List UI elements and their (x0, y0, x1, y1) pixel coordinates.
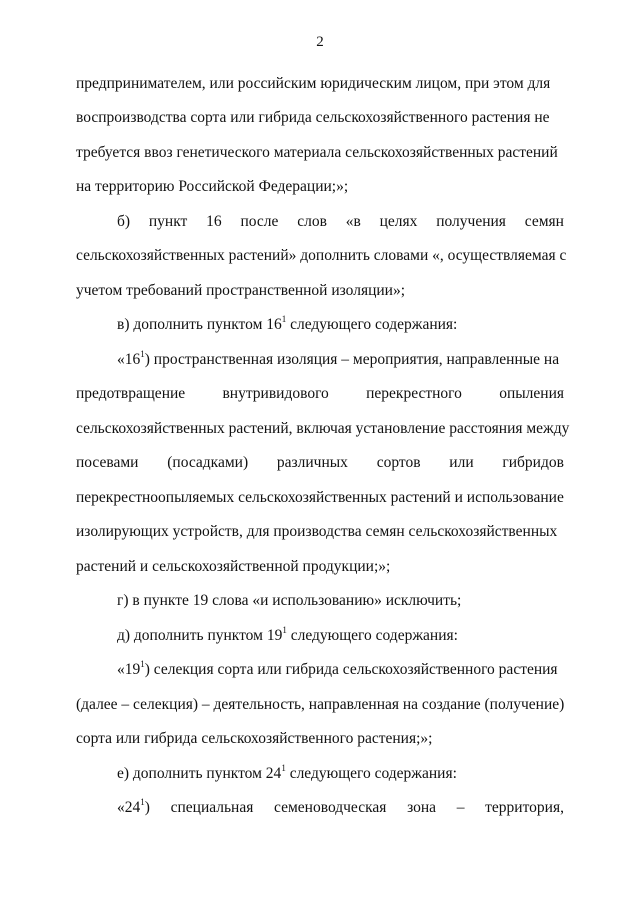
text-line-6-text: сельскохозяйственных растений» дополнить словами «, осуществляемая с (76, 247, 567, 264)
superscript: 1 (140, 658, 145, 669)
text-line-17-pre: д) дополнить пунктом 19 (117, 627, 283, 644)
text-line-18 (117, 659, 564, 681)
word: пункт (148, 213, 188, 230)
word: внутривидового (222, 385, 329, 402)
word: семян (524, 213, 564, 230)
text-line-21-pre: е) дополнить пунктом 24 (117, 765, 282, 782)
word: (посадками) (167, 454, 249, 471)
word: территория, (485, 799, 564, 816)
word: получения (436, 213, 506, 230)
text-line-13 (76, 487, 564, 509)
word: специальная (170, 799, 254, 816)
text-line-14 (76, 521, 564, 543)
word: 16 (206, 213, 222, 230)
word: б) (117, 213, 131, 230)
text-line-15-text: растений и сельскохозяйственной продукции;»; (76, 558, 391, 575)
text-line-19-text: (далее – селекция) – деятельность, направленная на создание (получение) (76, 696, 565, 713)
text-line-10 (76, 383, 564, 405)
word: или (449, 454, 474, 471)
text-line-17-post: следующего содержания: (286, 627, 458, 644)
page-number: 2 (316, 34, 324, 50)
text-line-12 (76, 452, 564, 474)
text-line-4 (76, 176, 564, 198)
superscript: 1 (140, 348, 145, 359)
word: семеноводческая (274, 799, 387, 816)
superscript: 1 (282, 624, 287, 635)
word: «в (345, 213, 361, 230)
word: – (456, 799, 465, 816)
text-line-18-pre: «19 (117, 661, 141, 678)
text-line-4-text: на территорию Российской Федерации;»; (76, 178, 349, 195)
text-line-3-text: требуется ввоз генетического материала сельскохозяйственных растений (76, 144, 558, 161)
text-line-20-text: сорта или гибрида сельскохозяйственного растения;»; (76, 730, 433, 747)
text-line-5 (117, 211, 564, 233)
text-line-2 (76, 107, 564, 129)
word: сортов (376, 454, 421, 471)
word: после (240, 213, 279, 230)
text-line-22 (117, 797, 564, 819)
text-line-1 (76, 73, 564, 95)
text-line-15 (76, 556, 564, 578)
text-line-16-text: г) в пункте 19 слова «и использованию» исключить; (117, 592, 462, 609)
text-line-7 (76, 280, 564, 302)
word: слов (297, 213, 327, 230)
text-line-2-text: воспроизводства сорта или гибрида сельскохозяйственного растения не (76, 109, 550, 126)
superscript: 1 (281, 313, 287, 324)
text-line-22-pre: «24 (117, 799, 141, 816)
text-line-8 (117, 314, 564, 336)
text-line-14-text: изолирующих устройств, для производства семян сельскохозяйственных (76, 523, 558, 540)
text-line-11 (76, 418, 570, 440)
word: предотвращение (76, 385, 186, 402)
text-line-1-text: предпринимателем, или российским юридическим лицом, при этом для (76, 75, 551, 92)
text-line-16 (117, 590, 564, 612)
text-line-17 (117, 625, 564, 647)
word: перекрестного (366, 385, 462, 402)
text-line-19 (76, 694, 564, 716)
text-line-9-pre: «16 (117, 351, 141, 368)
text-line-8-pre: в) дополнить пунктом 16 (117, 316, 282, 333)
text-line-9 (117, 349, 564, 371)
text-line-18-post: ) селекция сорта или гибрида сельскохозяйственного растения (144, 661, 558, 678)
word (117, 797, 150, 819)
text-line-3 (76, 142, 564, 164)
text-line-8-post: следующего содержания: (286, 316, 458, 333)
word: различных (276, 454, 348, 471)
text-line-21 (117, 763, 564, 785)
text-line-22-post: ) (144, 799, 150, 816)
text-line-21-post: следующего содержания: (285, 765, 457, 782)
text-line-13-text: перекрестноопыляемых сельскохозяйственных растений и использование (76, 489, 564, 506)
word: посевами (76, 454, 139, 471)
superscript: 1 (281, 762, 286, 773)
word: гибридов (502, 454, 564, 471)
text-line-11-text: сельскохозяйственных растений, включая установление расстояния между (76, 420, 570, 437)
text-line-6 (76, 245, 567, 267)
word: зона (407, 799, 437, 816)
text-line-7-text: учетом требований пространственной изоляции»; (76, 282, 406, 299)
word: опыления (499, 385, 564, 402)
superscript: 1 (140, 796, 145, 807)
word: целях (379, 213, 418, 230)
text-line-20 (76, 728, 564, 750)
text-line-9-post: ) пространственная изоляция – мероприятия, направленные на (144, 351, 560, 368)
